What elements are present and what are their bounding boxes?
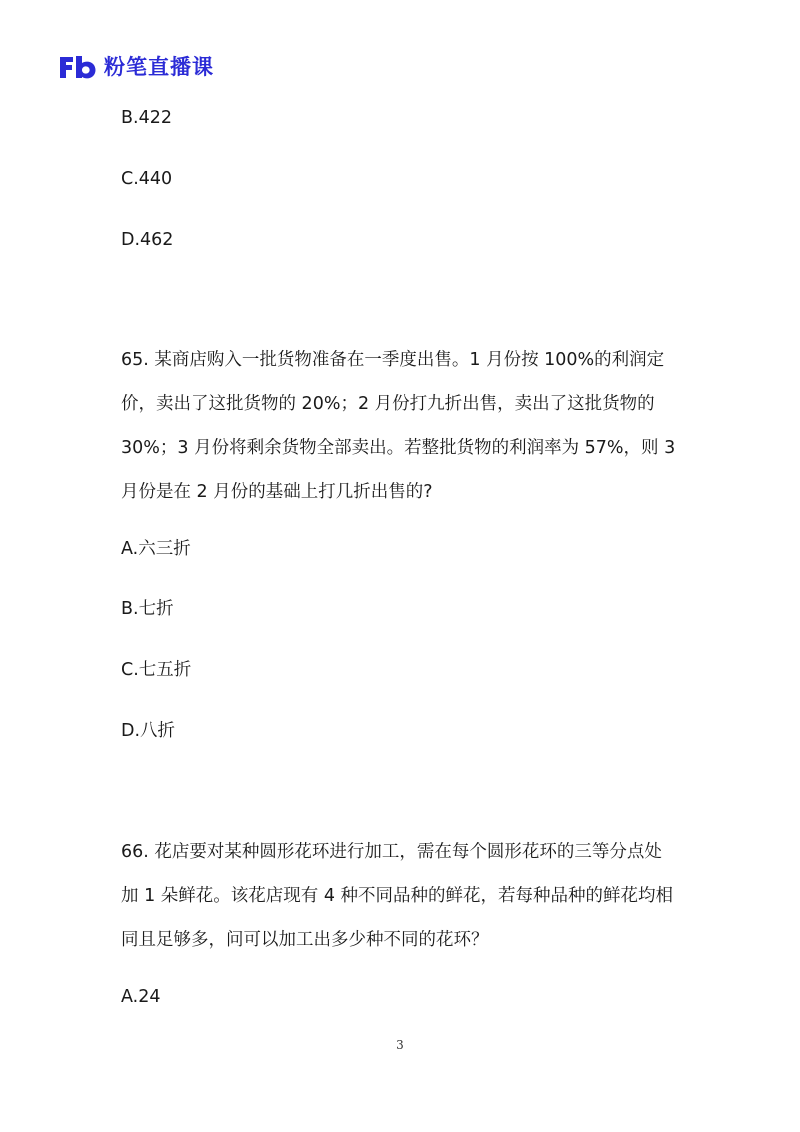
q65-option-b: B.七折 (121, 599, 174, 619)
q66-line-1: 66. 花店要对某种圆形花环进行加工，需在每个圆形花环的三等分点处 (121, 842, 662, 862)
q65-line-3: 30%；3 月份将剩余货物全部卖出。若整批货物的利润率为 57%，则 3 (121, 438, 676, 458)
q65-line-4: 月份是在 2 月份的基础上打几折出售的? (121, 482, 433, 502)
page-number: 3 (396, 1038, 404, 1052)
q65-option-c: C.七五折 (121, 660, 192, 680)
q66-option-a: A.24 (121, 987, 161, 1007)
q66-line-3: 同且足够多，问可以加工出多少种不同的花环？ (121, 930, 489, 950)
fb-logo-icon (58, 54, 98, 80)
q65-option-d: D.八折 (121, 721, 176, 741)
q66-line-2: 加 1 朵鲜花。该花店现有 4 种不同品种的鲜花，若每种品种的鲜花均相 (121, 886, 674, 906)
q65-line-1: 65. 某商店购入一批货物准备在一季度出售。1 月份按 100%的利润定 (121, 350, 665, 370)
q64-option-c: C.440 (121, 169, 173, 189)
q64-option-d: D.462 (121, 230, 174, 250)
brand-logo (58, 52, 214, 82)
q65-line-2: 价，卖出了这批货物的 20%；2 月份打九折出售，卖出了这批货物的 (121, 394, 655, 414)
brand-name: 粉笔直播课 (104, 55, 214, 79)
q64-option-b: B.422 (121, 108, 172, 128)
q65-option-a: A.六三折 (121, 539, 191, 559)
